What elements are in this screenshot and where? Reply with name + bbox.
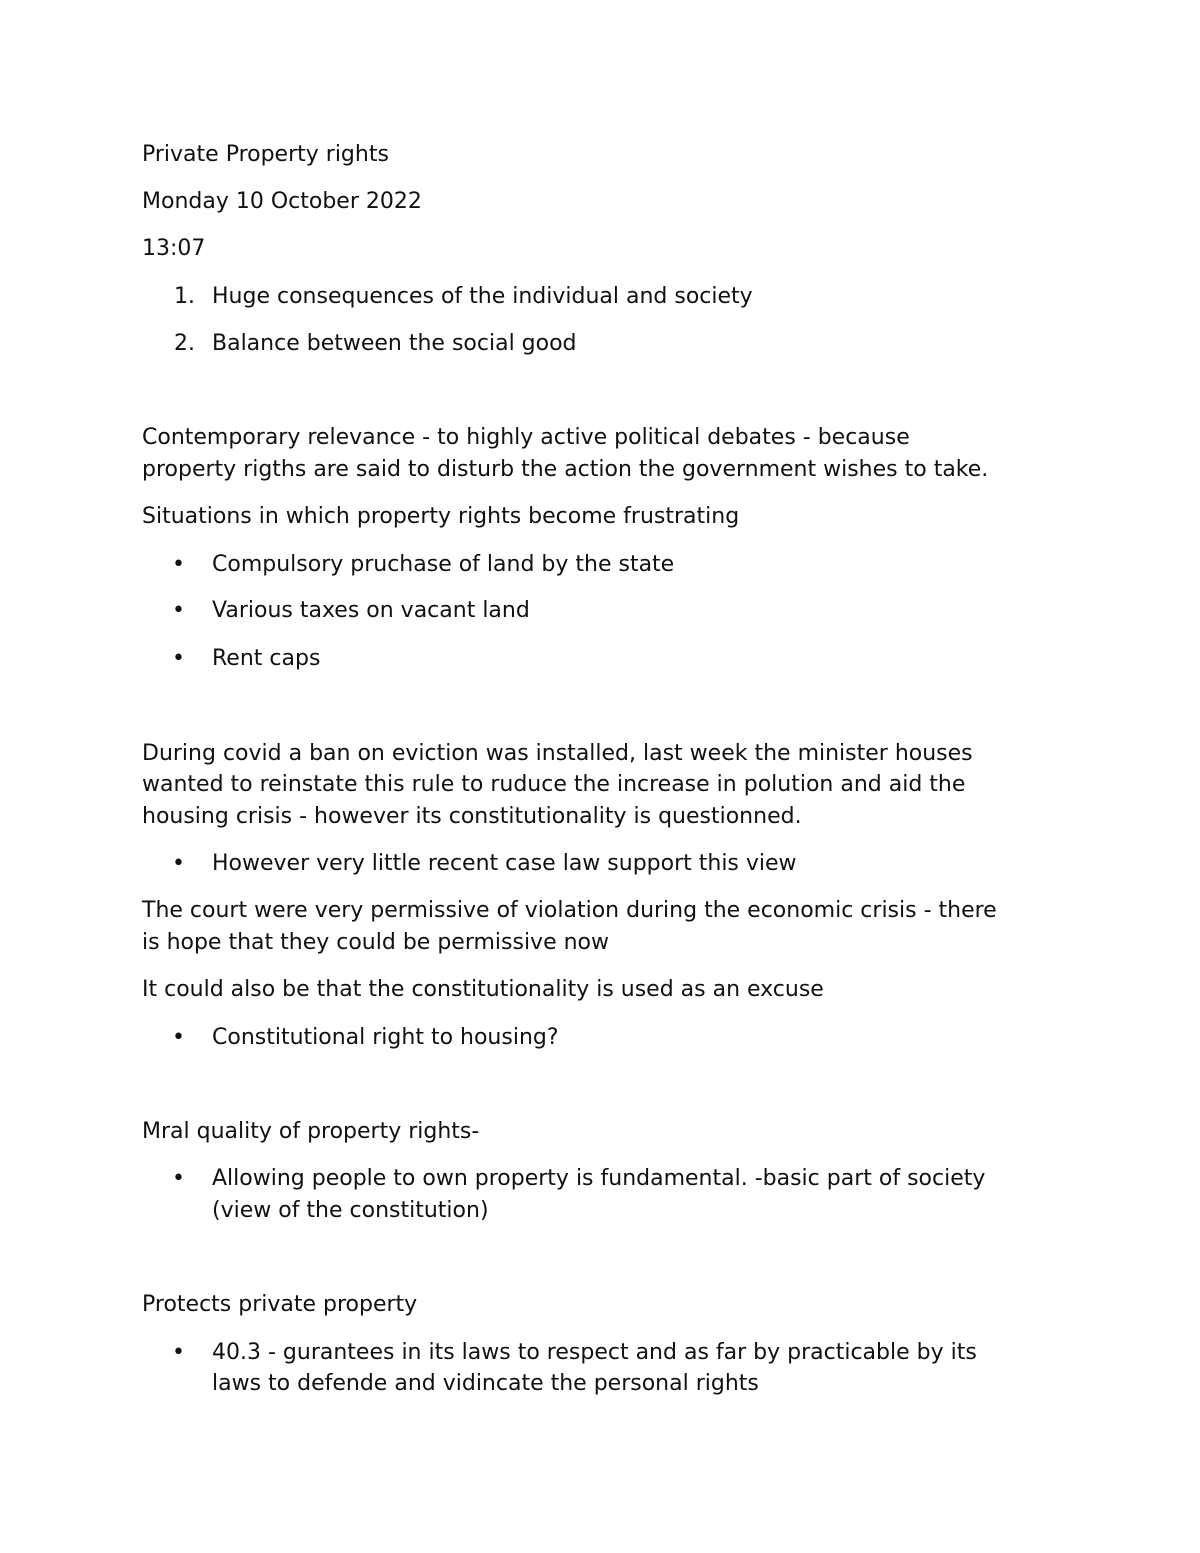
paragraph-line: is hope that they could be permissive now xyxy=(142,930,609,955)
paragraph: It could also be that the constitutionality is used as an excuse xyxy=(142,977,824,1002)
bullet-item: However very little recent case law support this view xyxy=(212,851,797,876)
bullet-item: Constitutional right to housing? xyxy=(212,1025,559,1050)
list-number: 1. xyxy=(174,284,195,309)
bullet-item: Various taxes on vacant land xyxy=(212,598,530,623)
bullet-item-line: 40.3 - gurantees in its laws to respect and as far by practicable by its xyxy=(212,1340,977,1365)
paragraph-line: The court were very permissive of violation during the economic crisis - there xyxy=(142,898,997,923)
list-number: 2. xyxy=(174,331,195,356)
bullet-icon xyxy=(172,643,182,653)
paragraph-line: housing crisis - however its constitutionality is questionned. xyxy=(142,804,802,829)
bullet-icon xyxy=(172,848,182,858)
bullet-icon xyxy=(172,1337,182,1347)
paragraph-line: Contemporary relevance - to highly active political debates - because xyxy=(142,425,910,450)
bullet-item-line: Allowing people to own property is fundamental. -basic part of society xyxy=(212,1166,986,1191)
paragraph: Situations in which property rights become frustrating xyxy=(142,504,740,529)
bullet-item: Rent caps xyxy=(212,646,321,671)
bullet-item: Compulsory pruchase of land by the state xyxy=(212,552,675,577)
bullet-icon xyxy=(172,595,182,605)
section-heading: Protects private property xyxy=(142,1292,418,1317)
bullet-icon xyxy=(172,549,182,559)
page-time: 13:07 xyxy=(142,236,206,261)
bullet-item-line: laws to defende and vidincate the personal rights xyxy=(212,1371,759,1396)
bullet-item-line: (view of the constitution) xyxy=(212,1198,489,1223)
bullet-icon xyxy=(172,1022,182,1032)
page-title: Private Property rights xyxy=(142,142,389,167)
numbered-list-item: Balance between the social good xyxy=(212,331,577,356)
page-date: Monday 10 October 2022 xyxy=(142,189,422,214)
bullet-icon xyxy=(172,1163,182,1173)
paragraph-line: wanted to reinstate this rule to ruduce the increase in polution and aid the xyxy=(142,772,966,797)
numbered-list-item: Huge consequences of the individual and society xyxy=(212,284,753,309)
section-heading: Mral quality of property rights- xyxy=(142,1119,480,1144)
paragraph-line: property rigths are said to disturb the action the government wishes to take. xyxy=(142,457,989,482)
paragraph-line: During covid a ban on eviction was installed, last week the minister houses xyxy=(142,741,973,766)
